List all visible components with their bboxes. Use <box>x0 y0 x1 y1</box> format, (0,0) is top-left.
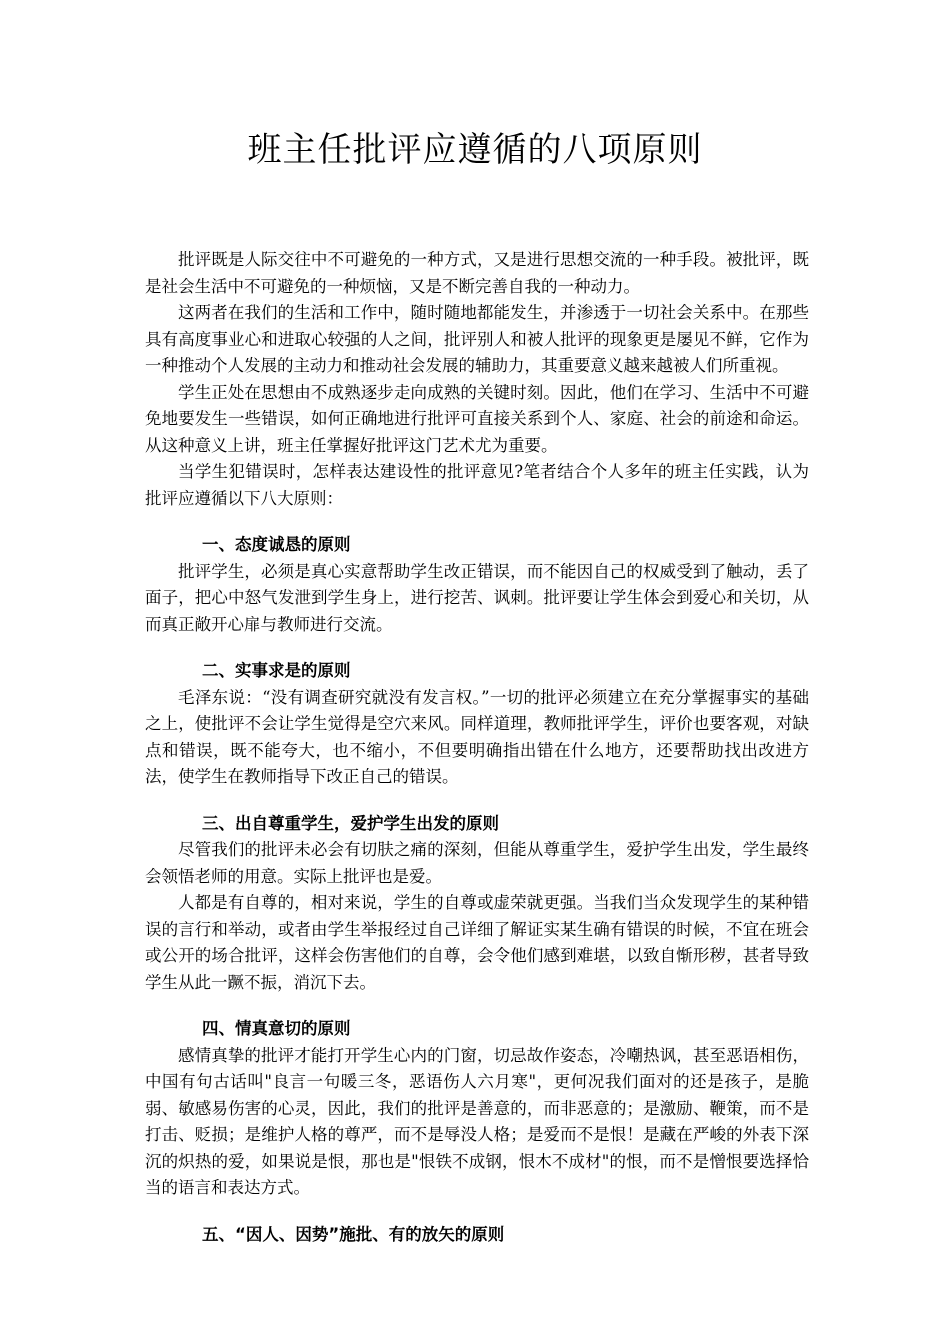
intro-paragraph: 这两者在我们的生活和工作中，随时随地都能发生，并渗透于一切社会关系中。在那些具有高度事业心和进取心较强的人之间，批评别人和被人批评的现象更是屡见不鲜，它作为一种推动个人发展的主动力和推动社会发展的辅助力，其重要意义越来越被人们所重视。 <box>145 303 809 375</box>
section-paragraph: 尽管我们的批评未必会有切肤之痛的深刻，但能从尊重学生，爱护学生出发，学生最终会领悟老师的用意。实际上批评也是爱。 <box>145 840 809 886</box>
section-gap <box>145 791 809 811</box>
section-gap <box>145 512 809 532</box>
section-heading: 五、“因人、因势”施批、有的放矢的原则 <box>202 1224 505 1244</box>
section-paragraph: 人都是有自尊的，相对来说，学生的自尊或虚荣就更强。当我们当众发现学生的某种错误的言行和举动，或者由学生举报经过自己详细了解证实某生确有错误的时候，不宜在班会或公开的场合批评，这样会伤害他们的自尊，会令他们感到难堪，以致自惭形秽，甚者导致学生从此一蹶不振，消沉下去。 <box>145 893 809 992</box>
document-title: 班主任批评应遵循的八项原则 <box>247 130 703 170</box>
document-body <box>145 247 809 1248</box>
section-gap <box>145 996 809 1016</box>
section-paragraph: 批评学生，必须是真心实意帮助学生改正错误，而不能因自己的权威受到了触动，丢了面子，把心中怒气发泄到学生身上，进行挖苦、讽刺。批评要让学生体会到爱心和关切，从而真正敞开心扉与教师进行交流。 <box>145 561 809 634</box>
intro-paragraph: 学生正处在思想由不成熟逐步走向成熟的关键时刻。因此，他们在学习、生活中不可避免地要发生一些错误，如何正确地进行批评可直接关系到个人、家庭、社会的前途和命运。从这种意义上讲，班主任掌握好批评这门艺术尤为重要。 <box>145 382 809 455</box>
section-heading: 二、实事求是的原则 <box>202 661 351 680</box>
intro-paragraph: 当学生犯错误时，怎样表达建设性的批评意见?笔者结合个人多年的班主任实践，认为批评应遵循以下八大原则： <box>145 462 809 508</box>
section-paragraph: 感情真挚的批评才能打开学生心内的门窗，切忌故作姿态，冷嘲热讽，甚至恶语相伤，中国有句古话叫"良言一句暖三冬，恶语伤人六月寒"，更何况我们面对的还是孩子，是脆弱、敏感易伤害的心灵，因此，我们的批评是善意的，而非恶意的；是激励、鞭策，而不是打击、贬损；是维护人格的尊严，而不是辱没人格；是爱而不是恨！是藏在严峻的外表下深沉的炽热的爱，如果说是恨，那也是"恨铁不成钢，恨木不成材"的恨，而不是憎恨要选择恰当的语言和表达方式。 <box>145 1045 809 1197</box>
section-heading: 一、态度诚恳的原则 <box>202 535 351 554</box>
intro-paragraph: 批评既是人际交往中不可避免的一种方式，又是进行思想交流的一种手段。被批评，既是社会生活中不可避免的一种烦恼，又是不断完善自我的一种动力。 <box>145 250 809 296</box>
section-heading: 四、情真意切的原则 <box>202 1019 351 1038</box>
section-paragraph: 毛泽东说：“没有调查研究就没有发言权。”一切的批评必须建立在充分掌握事实的基础之上，使批评不会让学生觉得是空穴来风。同样道理，教师批评学生，评价也要客观，对缺点和错误，既不能夸大，也不缩小，不但要明确指出错在什么地方，还要帮助找出改进方法，使学生在教师指导下改正自己的错误。 <box>145 687 809 786</box>
section-gap <box>145 1202 809 1222</box>
section-gap <box>145 638 809 658</box>
section-heading: 三、出自尊重学生，爱护学生出发的原则 <box>202 813 499 833</box>
